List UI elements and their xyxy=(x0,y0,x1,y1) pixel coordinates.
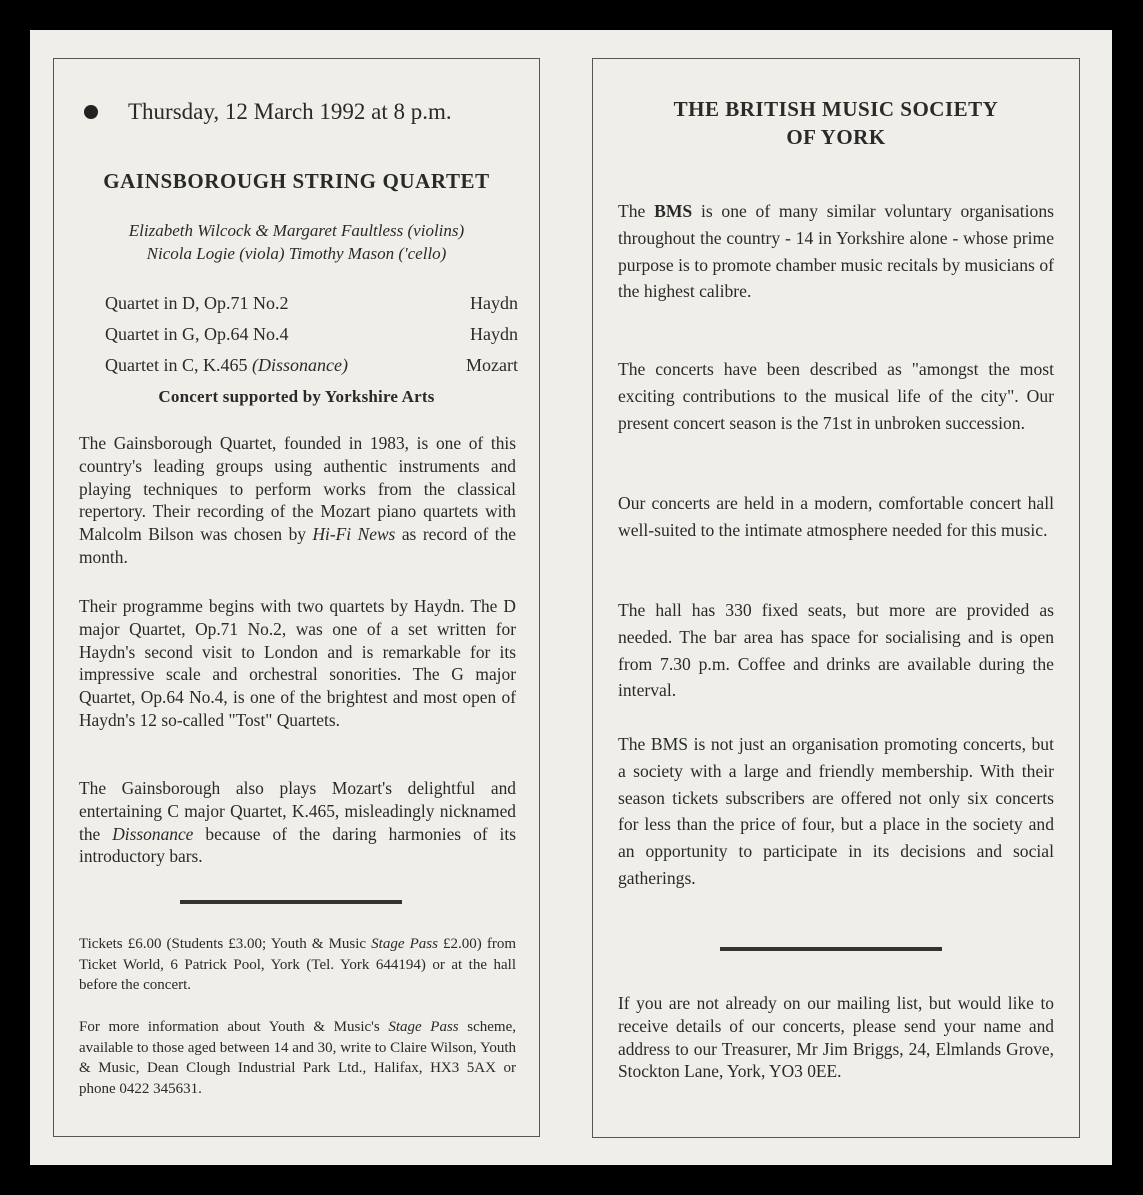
notes-paragraph: The Gainsborough Quartet, founded in 1983, is one of this country's leading groups using authentic instruments and playing techniques to perform works from the classical repertory. Their recording of the Mozart piano quartets with Malcolm Bilson was chosen by Hi-Fi News as record of the month. xyxy=(79,433,516,567)
notes-paragraph: Their programme begins with two quartets by Haydn. The D major Quartet, Op.71 No.2, was one of a set written for Haydn's second visit to London and is remarkable for its impressive scale and orchestral sonorities. The G major Quartet, Op.64 No.4, is one of the brightest and most open of Haydn's 12 so-called "Tost" Quartets. xyxy=(79,596,516,730)
work-title: Quartet in G, Op.64 No.4 xyxy=(105,324,289,344)
society-paragraph: Our concerts are held in a modern, comfortable concert hall well-suited to the intimate atmosphere needed for this music. xyxy=(618,493,1054,540)
divider-rule xyxy=(720,947,942,951)
society-paragraph: The concerts have been described as "amongst the most exciting contributions to the musical life of the city". Our present concert season is the 71st in unbroken succession. xyxy=(618,359,1054,433)
bullet-icon xyxy=(84,105,98,119)
ticket-info: Tickets £6.00 (Students £3.00; Youth & Music Stage Pass £2.00) from Ticket World, 6 Patrick Pool, York (Tel. York 644194) or at the hall before the concert. xyxy=(79,936,516,993)
performers xyxy=(54,219,539,265)
mailing-list-paragraph: If you are not already on our mailing list, but would like to receive details of our concerts, please send your name and address to our Treasurer, Mr Jim Briggs, 24, Elmlands Grove, Stockton Lane, York, YO3 0EE. xyxy=(618,993,1054,1082)
composer: Mozart xyxy=(466,355,518,375)
performers-line: Elizabeth Wilcock & Margaret Faultless (violins) xyxy=(128,221,465,240)
divider-rule xyxy=(180,900,402,904)
work-nickname: (Dissonance) xyxy=(251,355,348,375)
programme-item xyxy=(105,324,518,355)
concert-panel xyxy=(53,58,540,1137)
concert-date-row xyxy=(84,99,452,125)
programme-item xyxy=(105,355,518,386)
society-paragraph: The hall has 330 fixed seats, but more are provided as needed. The bar area has space for socialising and is open from 7.30 p.m. Coffee and drinks are available during the interval. xyxy=(618,600,1054,701)
composer: Haydn xyxy=(470,324,518,344)
work-title: Quartet in D, Op.71 No.2 xyxy=(105,293,289,313)
sponsor-line: Concert supported by Yorkshire Arts xyxy=(158,387,435,406)
performers-line: Nicola Logie (viola) Timothy Mason ('cello) xyxy=(146,244,447,263)
ensemble-title: GAINSBOROUGH STRING QUARTET xyxy=(103,169,490,193)
work-title: Quartet in C, K.465 xyxy=(105,355,252,375)
programme-leaflet xyxy=(30,30,1112,1165)
composer: Haydn xyxy=(470,293,518,313)
society-panel xyxy=(592,58,1080,1138)
society-paragraph: The BMS is one of many similar voluntary organisations throughout the country - 14 in Yorkshire alone - whose prime purpose is to promote chamber music recitals by musicians of the highest calibre. xyxy=(618,201,1054,302)
society-title: THE BRITISH MUSIC SOCIETY OF YORK xyxy=(673,97,999,149)
society-paragraph: The BMS is not just an organisation promoting concerts, but a society with a large and friendly membership. With their season tickets subscribers are offered not only six concerts for less than the price of four, but a place in the society and an opportunity to participate in its decisions and social gatherings. xyxy=(618,734,1054,888)
notes-paragraph: The Gainsborough also plays Mozart's delightful and entertaining C major Quartet, K.465, misleadingly nicknamed the Dissonance because of the daring harmonies of its introductory bars. xyxy=(79,778,516,867)
concert-date: Thursday, 12 March 1992 at 8 p.m. xyxy=(128,99,452,124)
programme-item xyxy=(105,293,518,324)
youth-music-info: For more information about Youth & Music's Stage Pass scheme, available to those aged between 14 and 30, write to Claire Wilson, Youth & Music, Dean Clough Industrial Park Ltd., Halifax, HX3 5AX or phone 0422 345631. xyxy=(79,1019,516,1097)
programme-list xyxy=(105,293,518,386)
